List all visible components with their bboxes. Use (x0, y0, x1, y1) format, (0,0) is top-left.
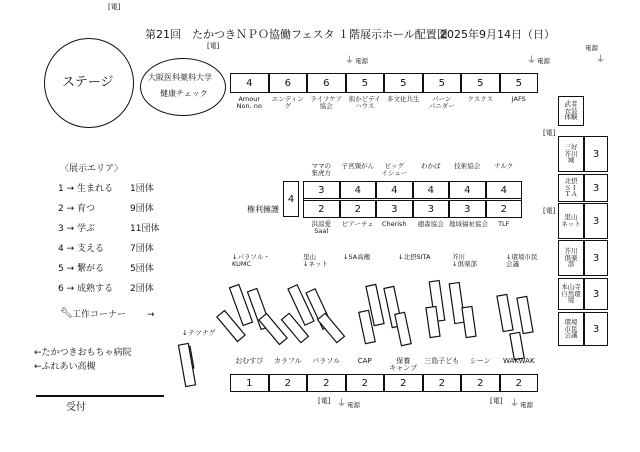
booth-label: 保養 キャンプ (389, 357, 418, 373)
booth-number: 2 (500, 374, 539, 392)
booth-number: 4 (340, 181, 377, 199)
booth-label: ビッグ イシュー (381, 162, 408, 177)
workshop-label: ↓環境市民 会議 (506, 253, 538, 268)
booth-label: 街かどデイ ハウス (348, 95, 381, 110)
stage-label: ステージ (62, 75, 114, 90)
health-check-line2: 健康チェック (160, 89, 208, 98)
workshop-label: 里山 ↓ネット (303, 253, 328, 268)
workshop-label: ↓SA高槻 (343, 253, 371, 261)
reception-label: 受付 (66, 402, 86, 413)
booth-number: 3 (449, 200, 486, 218)
booth-number: 4 (413, 181, 450, 199)
fureai-label: ←ふれあい高槻 (34, 362, 96, 372)
booth-number: 2 (486, 200, 523, 218)
reception-line (36, 395, 164, 397)
booth-number: 4 (230, 73, 269, 93)
booth-number: 3 (584, 203, 608, 239)
booth-label: Amour Non. no (236, 95, 262, 110)
workshop-tables (170, 255, 550, 370)
booth-number: 2 (303, 200, 340, 218)
booth-number: 2 (307, 374, 346, 392)
booth-label: おむすび (235, 357, 264, 365)
booth-number: 3 (584, 278, 608, 310)
booth-label: ライフケア 協会 (310, 95, 343, 110)
booth-label: パラソル (312, 357, 341, 365)
booth-label: 洪涼愛 Saal (311, 220, 331, 235)
booth-label: Cherish (381, 220, 407, 228)
booth-label: ママの 集虎方 (311, 162, 331, 177)
omocha-label: ←たかつきおもちゃ病院 (34, 348, 132, 358)
booth-label: JAFS (511, 95, 526, 103)
legend-area-name: 6 → 成熟する (58, 284, 113, 294)
booth-number: 1 (230, 374, 269, 392)
kenri-label: 権利擁護 (247, 205, 279, 214)
booth-number: 6 (269, 73, 308, 93)
booth-number: 2 (269, 374, 308, 392)
booth-number: 5 (500, 73, 539, 93)
booth-label: 三好 芥川 城 (558, 136, 584, 172)
area-legend-title: 〈展示エリア〉 (60, 164, 124, 174)
booth-label: わかば (421, 162, 441, 170)
power-plug-icon: ⏚ (510, 399, 520, 409)
elec-mark: [電] (543, 129, 556, 137)
booth-number: 3 (376, 200, 413, 218)
booth-label: エンディン グ (271, 95, 304, 110)
booth-label: CAP (357, 357, 372, 365)
wrench-icon: 🔧︎ (60, 308, 73, 319)
booth-number: 5 (346, 73, 385, 93)
legend-area-name: 1 → 生まれる (58, 184, 113, 194)
legend-area-count: 7団体 (130, 244, 154, 254)
booth-number: 3 (584, 240, 608, 276)
page-title: 第21回 たかつきＮＰＯ協働フェスタ １階展示ホール配置図 (145, 28, 448, 41)
booth-label: 三島子ども (424, 357, 460, 365)
booth-label: カラフル (273, 357, 302, 365)
booth-number: 2 (384, 374, 423, 392)
power-label: 電源 (520, 401, 533, 409)
booth-number: 4 (376, 181, 413, 199)
booth-label: 芥川 倶楽 部 (558, 240, 584, 276)
booth-number: 3 (303, 181, 340, 199)
legend-area-name: 2 → 育つ (58, 204, 95, 214)
booth-label: TLF (498, 220, 510, 228)
booth-number: 2 (346, 374, 385, 392)
power-label: 電源 (537, 57, 550, 65)
legend-area-count: 2団体 (130, 284, 154, 294)
legend-area-count: 9団体 (130, 204, 154, 214)
booth-label: 多文化共生 (387, 95, 420, 103)
elec-mark: [電] (318, 397, 331, 405)
booth-number: 2 (461, 374, 500, 392)
booth-label: 里山 ネット (558, 203, 584, 239)
booth-number: 4 (449, 181, 486, 199)
booth-label: 武者 衣装 体験 (558, 96, 584, 126)
booth-number: 3 (584, 174, 608, 202)
tetsunagu-label: ↓テツナグ (182, 329, 216, 337)
booth-label: 子宮頸がん (341, 162, 374, 170)
power-label: 電源 (585, 44, 598, 52)
booth-number: 5 (461, 73, 500, 93)
legend-area-count: 1団体 (130, 184, 154, 194)
booth-label: 環境 市民 会議 (558, 312, 584, 346)
health-check-oval (140, 58, 226, 116)
booth-number: 5 (423, 73, 462, 93)
booth-number: 5 (384, 73, 423, 93)
elec-mark: [電] (543, 207, 556, 215)
booth-number: 2 (423, 374, 462, 392)
booth-label: 技術協会 (454, 162, 481, 170)
health-check-line1: 大阪医科薬科大学 (148, 73, 212, 82)
power-plug-icon: ⏚ (337, 399, 347, 409)
booth-label: WAKWAK (502, 357, 535, 365)
booth-label: ピアーチェ (341, 220, 374, 228)
power-plug-icon: ⏚ (527, 56, 537, 66)
workshop-label: 芥川 ↓倶楽部 (452, 253, 477, 268)
booth-number: 3 (584, 136, 608, 172)
kousaku-label: 工作コーナー (72, 310, 127, 320)
booth-label: クスクス (467, 95, 494, 103)
legend-area-name: 3 → 学ぶ (58, 224, 95, 234)
booth-label: パーン パニダー (428, 95, 455, 110)
workshop-label: ↓パラソル・ KUMC (232, 253, 270, 268)
legend-area-name: 5 → 繋がる (58, 264, 104, 274)
legend-area-count: 11団体 (130, 224, 160, 234)
booth-label: 本山寺 自然環 境 (558, 278, 584, 310)
elec-mark: [電] (490, 397, 503, 405)
booth-number: 3 (413, 200, 450, 218)
kousaku-arrow: → (147, 310, 155, 320)
booth-label: ナルク (494, 162, 514, 170)
booth-label: 癒森協会 (417, 220, 444, 228)
workshop-label: ↓北摂SITA (398, 253, 431, 261)
legend-area-count: 5団体 (130, 264, 154, 274)
power-plug-icon: ⏚ (596, 55, 606, 65)
booth-number: 4 (486, 181, 523, 199)
power-label: 電源 (347, 401, 360, 409)
booth-number: 3 (584, 312, 608, 346)
booth-label: 地域福祉協会 (449, 220, 488, 228)
power-plug-icon: ⏚ (345, 56, 355, 66)
page-date: 2025年9月14日（日） (440, 28, 555, 41)
power-label: 電源 (355, 57, 368, 65)
elec-mark-top-left: [電] (108, 3, 121, 11)
booth-label: 北摂 ＳＩ ＴＡ (558, 174, 584, 202)
booth-number: 2 (340, 200, 377, 218)
elec-mark: [電] (207, 42, 220, 50)
kenri-booth-number: 4 (283, 181, 299, 217)
booth-label: シーン (469, 357, 491, 365)
legend-area-name: 4 → 支える (58, 244, 104, 254)
booth-number: 6 (307, 73, 346, 93)
tetsunagu-table (176, 340, 206, 390)
